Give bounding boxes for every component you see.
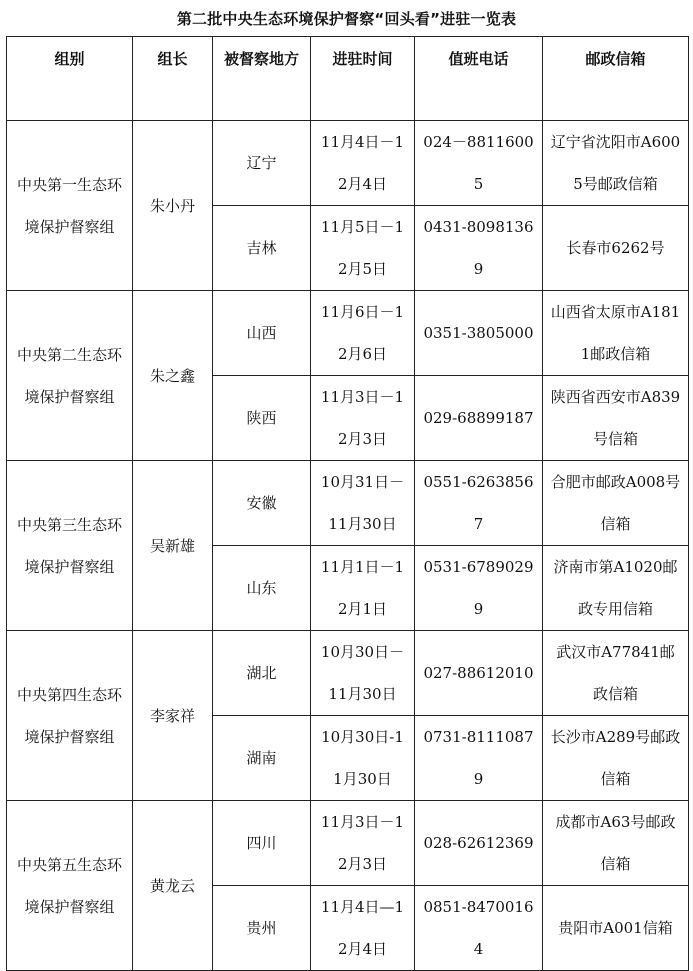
mailbox-cell: 山西省太原市A1811邮政信箱 [543, 291, 689, 376]
period-cell: 11月4日—12月4日 [311, 886, 415, 971]
group-leader-cell: 李家祥 [133, 631, 213, 801]
phone-cell: 024－88116005 [415, 121, 543, 206]
region-cell: 贵州 [213, 886, 311, 971]
table-row [7, 631, 689, 716]
phone-cell: 0531-67890299 [415, 546, 543, 631]
table-row [7, 801, 689, 886]
group-leader-cell: 朱小丹 [133, 121, 213, 291]
mailbox-cell: 贵阳市A001信箱 [543, 886, 689, 971]
header-period: 进驻时间 [311, 37, 415, 121]
period-cell: 11月1日－12月1日 [311, 546, 415, 631]
period-cell: 11月3日－12月3日 [311, 376, 415, 461]
header-group: 组别 [7, 37, 133, 121]
table-row [7, 461, 689, 546]
group-name-cell: 中央第五生态环境保护督察组 [7, 801, 133, 971]
region-cell: 陕西 [213, 376, 311, 461]
inspection-roster-table [6, 36, 689, 971]
mailbox-cell: 陕西省西安市A839号信箱 [543, 376, 689, 461]
period-cell: 10月31日－11月30日 [311, 461, 415, 546]
phone-cell: 0351-3805000 [415, 291, 543, 376]
group-leader-cell: 吴新雄 [133, 461, 213, 631]
group-name-cell: 中央第四生态环境保护督察组 [7, 631, 133, 801]
table-row [7, 121, 689, 206]
region-cell: 四川 [213, 801, 311, 886]
region-cell: 山西 [213, 291, 311, 376]
period-cell: 11月3日－12月3日 [311, 801, 415, 886]
table-header-row [7, 37, 689, 121]
period-cell: 11月6日－12月6日 [311, 291, 415, 376]
phone-cell: 0731-81110879 [415, 716, 543, 801]
mailbox-cell: 辽宁省沈阳市A6005号邮政信箱 [543, 121, 689, 206]
group-name-cell: 中央第三生态环境保护督察组 [7, 461, 133, 631]
region-cell: 辽宁 [213, 121, 311, 206]
phone-cell: 027-88612010 [415, 631, 543, 716]
document-title: 第二批中央生态环境保护督察“回头看”进驻一览表 [176, 10, 517, 28]
header-region: 被督察地方 [213, 37, 311, 121]
phone-cell: 028-62612369 [415, 801, 543, 886]
group-leader-cell: 朱之鑫 [133, 291, 213, 461]
mailbox-cell: 成都市A63号邮政信箱 [543, 801, 689, 886]
mailbox-cell: 武汉市A77841邮政信箱 [543, 631, 689, 716]
region-cell: 湖北 [213, 631, 311, 716]
mailbox-cell: 长春市6262号 [543, 206, 689, 291]
period-cell: 11月5日－12月5日 [311, 206, 415, 291]
region-cell: 湖南 [213, 716, 311, 801]
region-cell: 安徽 [213, 461, 311, 546]
phone-cell: 0431-80981369 [415, 206, 543, 291]
phone-cell: 0851-84700164 [415, 886, 543, 971]
period-cell: 10月30日－11月30日 [311, 631, 415, 716]
mailbox-cell: 合肥市邮政A008号信箱 [543, 461, 689, 546]
table-row [7, 291, 689, 376]
period-cell: 11月4日－12月4日 [311, 121, 415, 206]
phone-cell: 0551-62638567 [415, 461, 543, 546]
group-name-cell: 中央第一生态环境保护督察组 [7, 121, 133, 291]
group-name-cell: 中央第二生态环境保护督察组 [7, 291, 133, 461]
header-phone: 值班电话 [415, 37, 543, 121]
mailbox-cell: 长沙市A289号邮政信箱 [543, 716, 689, 801]
mailbox-cell: 济南市第A1020邮政专用信箱 [543, 546, 689, 631]
period-cell: 10月30日-11月30日 [311, 716, 415, 801]
header-mailbox: 邮政信箱 [543, 37, 689, 121]
region-cell: 山东 [213, 546, 311, 631]
region-cell: 吉林 [213, 206, 311, 291]
phone-cell: 029-68899187 [415, 376, 543, 461]
header-leader: 组长 [133, 37, 213, 121]
group-leader-cell: 黄龙云 [133, 801, 213, 971]
